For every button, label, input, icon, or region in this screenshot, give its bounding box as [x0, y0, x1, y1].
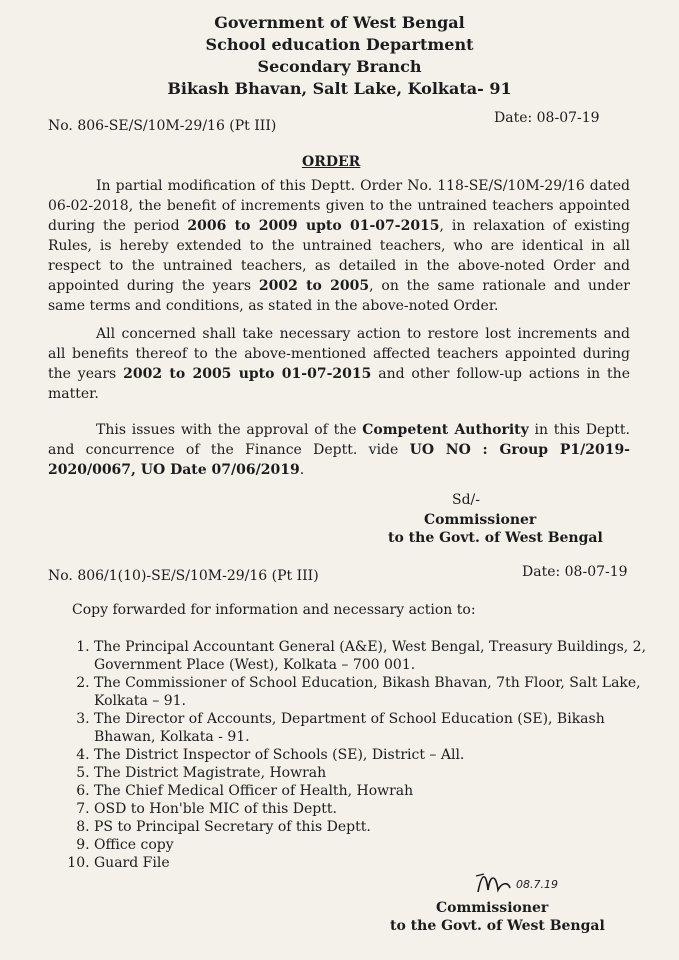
order-paragraph-2: All concerned shall take necessary action to restore lost increments and all benefits thereof to the above-mentioned affected teachers appointed during the years 2002 to 2005 upto 01-07-2015 and other follow-up actions in the matter.	[48, 326, 630, 402]
list-item: 8. PS to Principal Secretary of this Deptt.	[94, 818, 654, 836]
order-title: ORDER	[302, 154, 361, 170]
header-department: School education Department	[205, 35, 474, 54]
signatory-title-2: Commissioner	[436, 900, 549, 916]
list-item: 10. Guard File	[94, 854, 654, 872]
header-government: Government of West Bengal	[214, 13, 465, 32]
memo-date: Date: 08-07-19	[494, 110, 600, 126]
svg-text:08.7.19: 08.7.19	[516, 878, 558, 891]
memo-number: No. 806-SE/S/10M-29/16 (Pt III)	[48, 118, 277, 134]
signatory-title: Commissioner	[424, 512, 537, 528]
list-item: 1. The Principal Accountant General (A&E), West Bengal, Treasury Buildings, 2, Government Place (West), Kolkata – 700 001.	[94, 638, 654, 674]
copy-forward-intro: Copy forwarded for information and necessary action to:	[72, 602, 476, 618]
list-item: 4. The District Inspector of Schools (SE), District – All.	[94, 746, 654, 764]
copy-recipient-list	[68, 638, 654, 872]
list-item: 6. The Chief Medical Officer of Health, Howrah	[94, 782, 654, 800]
signatory-org-2: to the Govt. of West Bengal	[390, 918, 605, 934]
list-item: 5. The District Magistrate, Howrah	[94, 764, 654, 782]
order-paragraph-1: In partial modification of this Deptt. Order No. 118-SE/S/10M-29/16 dated 06-02-2018, the benefit of increments given to the untrained teachers appointed during the period 2006 to 2009 upto 01-07-2015, in relaxation of existing Rules, is hereby extended to the untrained teachers, who are identical in all respect to the untrained teachers, as detailed in the above-noted Order and appointed during the years 2002 to 2005, on the same rationale and under same terms and conditions, as stated in the above-noted Order.	[48, 178, 630, 314]
list-item: 3. The Director of Accounts, Department of School Education (SE), Bikash Bhawan, Kolkata - 91.	[94, 710, 654, 746]
list-item: 7. OSD to Hon'ble MIC of this Deptt.	[94, 800, 654, 818]
sd-mark: Sd/-	[452, 492, 480, 508]
header-branch: Secondary Branch	[257, 57, 422, 76]
list-item: 9. Office copy	[94, 836, 654, 854]
forward-memo-date: Date: 08-07-19	[522, 564, 628, 580]
forward-memo-number: No. 806/1(10)-SE/S/10M-29/16 (Pt III)	[48, 568, 319, 584]
signatory-org: to the Govt. of West Bengal	[388, 530, 603, 546]
header-address: Bikash Bhavan, Salt Lake, Kolkata- 91	[167, 79, 512, 98]
list-item: 2. The Commissioner of School Education, Bikash Bhavan, 7th Floor, Salt Lake, Kolkata – 91.	[94, 674, 654, 710]
order-paragraph-3: This issues with the approval of the Competent Authority in this Deptt. and concurrence of the Finance Deptt. vide UO NO : Group P1/2019-2020/0067, UO Date 07/06/2019.	[48, 422, 630, 478]
